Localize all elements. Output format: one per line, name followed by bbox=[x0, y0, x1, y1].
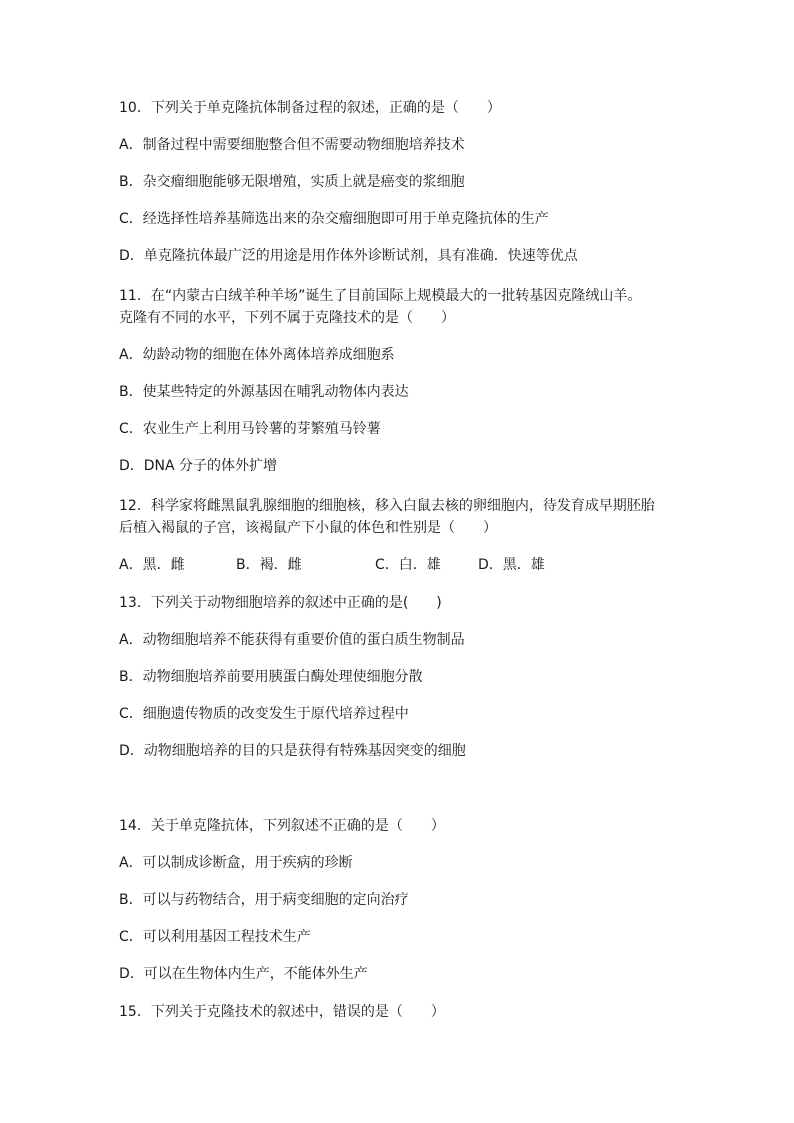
question-13-option-a: A．动物细胞培养不能获得有重要价值的蛋白质生物制品 bbox=[119, 632, 465, 648]
question-11-option-d: D．DNA 分子的体外扩增 bbox=[119, 458, 278, 474]
question-15-stem: 15．下列关于克隆技术的叙述中，错误的是（ ） bbox=[119, 1004, 445, 1020]
question-11-option-b: B．使某些特定的外源基因在哺乳动物体内表达 bbox=[119, 384, 409, 400]
question-10-option-b: B．杂交瘤细胞能够无限增殖，实质上就是癌变的浆细胞 bbox=[119, 174, 465, 190]
question-10-option-d: D．单克隆抗体最广泛的用途是用作体外诊断试剂，具有准确．快速等优点 bbox=[119, 248, 578, 264]
question-14-stem: 14．关于单克隆抗体，下列叙述不正确的是（ ） bbox=[119, 818, 445, 834]
question-12-option-a: A．黑．雌 bbox=[119, 557, 185, 573]
question-13-option-c: C．细胞遗传物质的改变发生于原代培养过程中 bbox=[119, 706, 409, 722]
question-10-option-c: C．经选择性培养基筛选出来的杂交瘤细胞即可用于单克隆抗体的生产 bbox=[119, 211, 549, 227]
question-11-option-c: C．农业生产上利用马铃薯的芽繁殖马铃薯 bbox=[119, 421, 381, 437]
question-13-option-b: B．动物细胞培养前要用胰蛋白酶处理使细胞分散 bbox=[119, 669, 423, 685]
question-12-stem-line-2: 后植入褐鼠的子宫，该褐鼠产下小鼠的体色和性别是（ ） bbox=[119, 520, 497, 536]
question-13-stem: 13．下列关于动物细胞培养的叙述中正确的是( ) bbox=[119, 595, 442, 611]
question-14-option-c: C．可以利用基因工程技术生产 bbox=[119, 929, 311, 945]
question-10-stem: 10．下列关于单克隆抗体制备过程的叙述，正确的是（ ） bbox=[119, 100, 501, 116]
question-11-option-a: A．幼龄动物的细胞在体外离体培养成细胞系 bbox=[119, 347, 395, 363]
question-11-stem-line-2: 克隆有不同的水平，下列不属于克隆技术的是（ ） bbox=[119, 310, 455, 326]
question-14-option-a: A．可以制成诊断盒，用于疾病的珍断 bbox=[119, 855, 353, 871]
question-12-option-c: C．白．雄 bbox=[375, 557, 441, 573]
question-14-option-b: B．可以与药物结合，用于病变细胞的定向治疗 bbox=[119, 892, 409, 908]
question-12-option-b: B．褐．雌 bbox=[236, 557, 302, 573]
question-12-stem-line-1: 12．科学家将雌黑鼠乳腺细胞的细胞核，移入白鼠去核的卵细胞内，待发育成早期胚胎 bbox=[119, 498, 655, 514]
question-13-option-d: D．动物细胞培养的目的只是获得有特殊基因突变的细胞 bbox=[119, 743, 466, 759]
question-14-option-d: D．可以在生物体内生产，不能体外生产 bbox=[119, 966, 368, 982]
question-12-option-d: D．黑．雄 bbox=[478, 557, 545, 573]
question-10-option-a: A．制备过程中需要细胞整合但不需要动物细胞培养技术 bbox=[119, 137, 465, 153]
question-11-stem-line-1: 11．在“内蒙古白绒羊种羊场”诞生了目前国际上规模最大的一批转基因克隆绒山羊。 bbox=[119, 288, 642, 304]
